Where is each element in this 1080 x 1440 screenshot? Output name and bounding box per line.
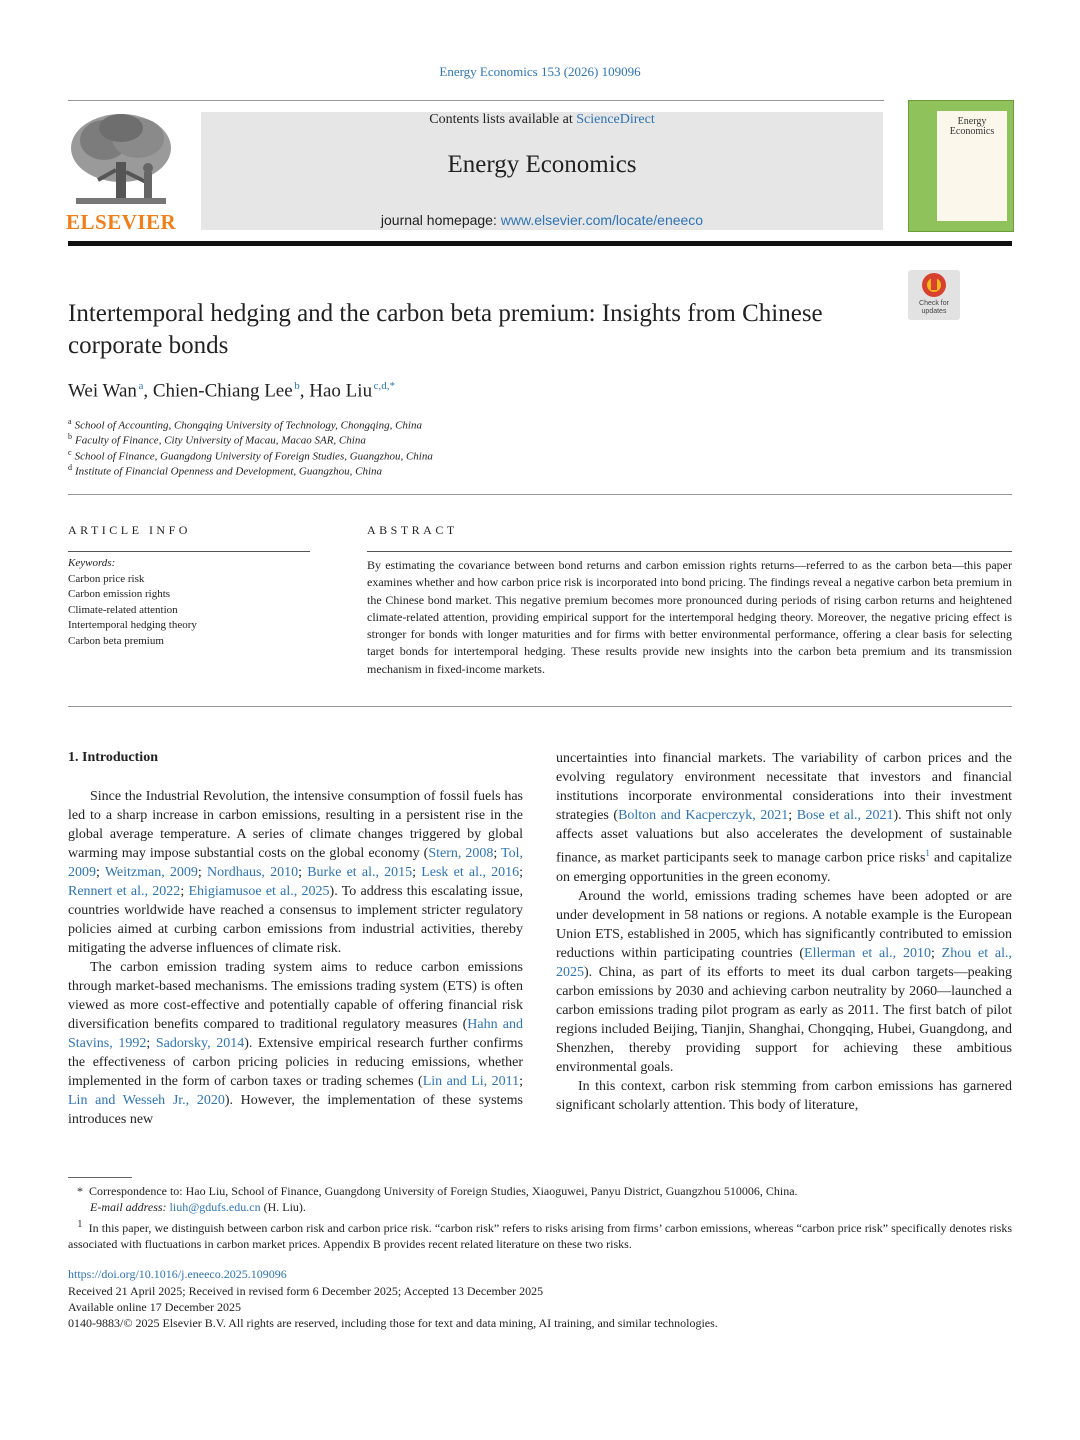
- doi-link[interactable]: https://doi.org/10.1016/j.eneeco.2025.109096: [68, 1267, 287, 1281]
- contents-prefix: Contents lists available at: [429, 112, 577, 127]
- section-rule: [68, 494, 1012, 495]
- check-for-updates-badge[interactable]: [908, 270, 960, 320]
- available-online: Available online 17 December 2025: [68, 1300, 242, 1314]
- cover-page: [937, 111, 1007, 221]
- article-info-heading: ARTICLE INFO: [68, 523, 191, 537]
- citation-link[interactable]: Stern, 2008: [428, 846, 494, 861]
- body-column-left: [68, 787, 523, 1129]
- citation-link[interactable]: Lesk et al., 2016: [421, 865, 520, 880]
- homepage-line: [201, 212, 883, 228]
- author-name[interactable]: Chien-Chiang Lee: [152, 380, 293, 402]
- abstract-heading: ABSTRACT: [367, 523, 458, 537]
- citation-link[interactable]: Sadorsky, 2014: [155, 1036, 245, 1051]
- citation-link[interactable]: Rennert et al., 2022: [68, 884, 181, 899]
- affiliation: [68, 463, 382, 478]
- footnote-mark: 1: [77, 1219, 83, 1230]
- abstract-rule: [367, 551, 1012, 552]
- author-name[interactable]: Wei Wan: [68, 380, 137, 402]
- text-run: ). However, the implementation of these systems introduces new: [68, 1093, 523, 1127]
- citation-link[interactable]: Lin and Wesseh Jr., 2020: [68, 1093, 225, 1108]
- footnote-1: [68, 1217, 1012, 1252]
- footnote-mark: *: [77, 1184, 83, 1198]
- text-run: ). Extensive empirical research further confirms the effectiveness of carbon pricing policies in reducing emissions, whether implemented in the form of carbon taxes or trading schemes (: [68, 1036, 524, 1089]
- text-run: Around the world, emissions trading schemes have been adopted or are under development in 58 nations or regions. A notable example is the European Union ETS, established in 2005, which has significantly contributed to emission reductions within participating countries (: [556, 888, 1012, 961]
- affiliation: [68, 432, 366, 447]
- citation-link[interactable]: Zhou et al., 2025: [556, 945, 1013, 980]
- citation-link[interactable]: Lin and Li, 2011: [422, 1074, 520, 1089]
- text-run: Since the Industrial Revolution, the intensive consumption of fossil fuels has led to a sharp increase in carbon emissions, resulting in a persistent rise in the global average temperature. A series of climate changes triggered by global warming may impose substantial costs on the global economy (: [68, 789, 523, 861]
- body-paragraph: uncertainties into financial markets. The variability of carbon prices and the evolving regulatory environment necessitate that investors and financial institutions incorporate environmental considerations into their investment strategies (Bolton and Kacperczyk, 2021; Bose et al., 2021). This shift not only affects asset valuations but also accelerates the development of sustainable finance, as market participants seek to manage carbon price risks$^1$ and capitalize on emerging opportunities in the green economy.: [556, 751, 1013, 885]
- affiliation: [68, 448, 433, 463]
- article-title: Intertemporal hedging and the carbon beta premium: Insights from Chinese corporate bonds: [68, 300, 823, 359]
- affiliation-sup: d: [68, 463, 72, 472]
- body-column-right: [556, 749, 1012, 1115]
- email-link[interactable]: liuh@gdufs.edu.cn: [169, 1200, 261, 1214]
- affiliation: [68, 417, 422, 432]
- journal-name: Energy Economics: [447, 151, 637, 178]
- affiliation-text: School of Accounting, Chongqing University of Technology, Chongqing, China: [74, 419, 422, 432]
- affiliation-sup: a: [68, 417, 72, 426]
- abstract-bottom-rule: [68, 706, 1012, 707]
- correspondence-text: Correspondence to: Hao Liu, School of Finance, Guangdong University of Foreign Studies, Xiaoguwei, Panyu District, Guangzhou 510006, China.: [89, 1184, 798, 1198]
- body-paragraph: Since the Industrial Revolution, the intensive consumption of fossil fuels has led to a sharp increase in carbon emissions, resulting in a persistent rise in the global average temperature. A series of climate changes triggered by global warming may impose substantial costs on the global economy (Stern, 2008; Tol, 2009; Weitzman, 2009; Nordhaus, 2010; Burke et al., 2015; Lesk et al., 2016; Rennert et al., 2022; Ehigiamusoe et al., 2025). To address this escalating issue, countries worldwide have reached a consensus to implement stricter regulatory policies aimed at curbing carbon emissions from industrial activities, thereby mitigating the adverse influences of climate risk.: [68, 789, 524, 956]
- keyword: Carbon price risk: [68, 573, 145, 585]
- body-paragraph: Around the world, emissions trading schemes have been adopted or are under development in 58 nations or regions. A notable example is the European Union ETS, established in 2005, which has significantly contributed to emission reductions within participating countries (Ellerman et al., 2010; Zhou et al., 2025). China, as part of its efforts to meet its dual carbon targets—peaking carbon emissions by 2030 and achieving carbon neutrality by 2060—launched a carbon emissions trading pilot program as early as 2011. The first batch of pilot regions included Beijing, Tianjin, Shanghai, Chongqing, Hubei, Guangdong, and Shenzhen, thereby providing support for achieving these ambitious environmental goals.: [556, 888, 1013, 1075]
- text-run: ). To address this escalating issue, countries worldwide have reached a consensus to implement stricter regulatory policies aimed at curbing carbon emissions from industrial activities, thereby mitigating the adverse influences of climate risk.: [68, 884, 524, 956]
- header-rule: [68, 100, 884, 101]
- author-list: Wei Wan $^a$, Chien-Chiang Lee $^b$, Hao Liu $^{c,d,*}$: [68, 380, 396, 402]
- journal-cover-thumbnail[interactable]: [908, 100, 1014, 232]
- citation-link[interactable]: Tol, 2009: [68, 846, 523, 880]
- email-footnote: [90, 1199, 306, 1215]
- citation-link[interactable]: Burke et al., 2015: [307, 865, 413, 880]
- citation-link[interactable]: Weitzman, 2009: [104, 865, 198, 880]
- affiliation-sup: b: [68, 432, 72, 441]
- affiliation-sup: c: [68, 448, 72, 457]
- body-paragraph: The carbon emission trading system aims to reduce carbon emissions through market-based mechanisms. The emissions trading system (ETS) is often viewed as more cost-effective and potentially capable of offering financial risk diversification benefits compared to traditional regulatory measures (Hahn and Stavins, 1992; Sadorsky, 2014). Extensive empirical research further confirms the effectiveness of carbon pricing policies in reducing emissions, whether implemented in the form of carbon taxes or trading schemes (Lin and Li, 2011; Lin and Wesseh Jr., 2020). However, the implementation of these systems introduces new: [68, 960, 524, 1127]
- header-thick-rule: [68, 241, 1012, 246]
- keywords-label: Keywords:: [68, 557, 116, 569]
- publisher-wordmark: ELSEVIER: [66, 210, 177, 234]
- section-heading: 1. Introduction: [68, 750, 158, 765]
- author-sup[interactable]: a: [138, 380, 144, 392]
- sciencedirect-link[interactable]: ScienceDirect: [576, 112, 655, 127]
- text-run: uncertainties into financial markets. The variability of carbon prices and the evolving regulatory environment necessitate that investors and financial institutions incorporate environmental considerations into their investment strategies (: [556, 751, 1012, 823]
- keyword: Climate-related attention: [68, 604, 178, 616]
- footnote-1-text: In this paper, we distinguish between carbon risk and carbon price risk. “carbon risk” refers to risks arising from firms’ carbon emissions, whereas “carbon price risk” specifically denotes risks associated with fluctuations in carbon market prices. Appendix B provides recent related literature on these two risks.: [68, 1221, 1013, 1251]
- citation-link[interactable]: Nordhaus, 2010: [206, 865, 299, 880]
- affiliation-text: Faculty of Finance, City University of Macau, Macao SAR, China: [75, 434, 366, 447]
- email-suffix: (H. Liu).: [263, 1200, 306, 1214]
- article-info-rule: [68, 551, 310, 552]
- received-dates: Received 21 April 2025; Received in revised form 6 December 2025; Accepted 13 December 2025: [68, 1284, 544, 1298]
- journal-citation[interactable]: Energy Economics 153 (2026) 109096: [439, 64, 641, 79]
- footnote-link[interactable]: 1: [925, 848, 930, 858]
- citation-link[interactable]: Ellerman et al., 2010: [804, 945, 931, 961]
- author-name[interactable]: Hao Liu: [309, 380, 373, 402]
- citation-link[interactable]: Ehigiamusoe et al., 2025: [188, 884, 330, 899]
- footnote-rule: [68, 1177, 132, 1178]
- contents-line: [201, 112, 883, 128]
- abstract-text: By estimating the covariance between bond returns and carbon emission rights returns—referred to as the carbon beta—this paper examines whether and how carbon price risk is incorporated into bond pricing. The findings reveal a negative carbon beta premium in the Chinese bond market. This negative premium becomes more pronounced during periods of rising carbon returns and heightened climate-related attention, providing empirical support for the intertemporal hedging theory. Moreover, the negative pricing effect is stronger for bonds with longer maturities and for firms with better environmental performance, offering a clear basis for selecting target bonds for intertemporal hedging. These results provide new insights into the carbon beta premium and its transmission mechanism in fixed-income markets.: [367, 558, 1012, 676]
- author-sup[interactable]: b: [294, 380, 300, 392]
- text-run: ). China, as part of its efforts to meet its dual carbon targets—peaking carbon emissions by 2030 and achieving carbon neutrality by 2060—launched a carbon emissions trading pilot program as early as 2011. The first batch of pilot regions included Beijing, Tianjin, Shanghai, Chongqing, Hubei, Guangdong, and Shenzhen, thereby providing support for achieving these ambitious environmental goals.: [556, 964, 1012, 1075]
- homepage-link[interactable]: www.elsevier.com/locate/eneeco: [500, 212, 704, 228]
- copyright-line: 0140-9883/© 2025 Elsevier B.V. All rights are reserved, including those for text and data mining, AI training, and similar technologies.: [68, 1316, 718, 1330]
- text-run: ). This shift not only affects asset valuations but also accelerates the development of sustainable finance, as market participants seek to manage carbon price risks: [556, 808, 1013, 866]
- text-run: and capitalize on emerging opportunities in the green economy.: [556, 850, 1012, 885]
- affiliation-text: School of Finance, Guangdong University of Foreign Studies, Guangzhou, China: [74, 450, 433, 463]
- citation-link[interactable]: Bose et al., 2021: [796, 808, 894, 823]
- homepage-prefix: journal homepage:: [380, 212, 501, 228]
- check-for-updates-icon: [908, 270, 960, 300]
- cover-title: Energy Economics: [949, 116, 995, 137]
- citation-link[interactable]: Hahn and Stavins, 1992: [68, 1017, 523, 1051]
- keyword: Intertemporal hedging theory: [68, 619, 197, 631]
- keyword: Carbon beta premium: [68, 635, 164, 647]
- body-paragraph: In this context, carbon risk stemming from carbon emissions has garnered significant scholarly attention. This body of literature,: [556, 1078, 1012, 1113]
- email-label: E-mail address:: [90, 1200, 167, 1214]
- text-run: The carbon emission trading system aims to reduce carbon emissions through market-based mechanisms. The emissions trading system (ETS) is often viewed as more cost-effective and potentially capable of offering financial risk diversification benefits compared to traditional regulatory measures (: [68, 960, 523, 1032]
- citation-link[interactable]: Bolton and Kacperczyk, 2021: [618, 808, 789, 823]
- author-sup[interactable]: c,d,*: [373, 380, 396, 392]
- check-for-updates-label: Check for updates: [919, 300, 949, 315]
- keyword: Carbon emission rights: [68, 588, 171, 600]
- correspondence-footnote: [68, 1183, 1012, 1199]
- affiliation-text: Institute of Financial Openness and Development, Guangzhou, China: [75, 465, 383, 478]
